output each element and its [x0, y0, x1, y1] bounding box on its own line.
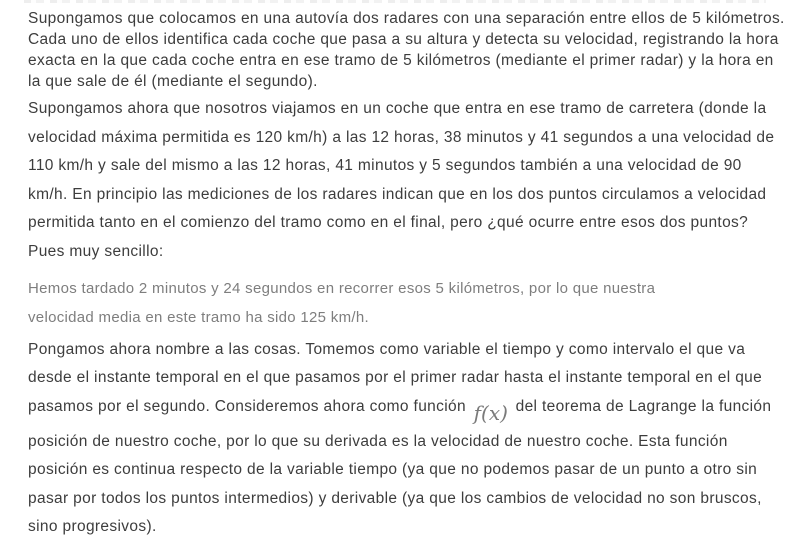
text-line: 110 km/h y sale del mismo a las 12 horas, 41 minutos y 5 segundos también a una velocidad de 90	[28, 157, 742, 175]
text-line: exacta en la que cada coche entra en ese tramo de 5 kilómetros (mediante el primer radar) y la hora en	[28, 52, 774, 69]
text-line: Supongamos que colocamos en una autovía dos radares con una separación entre ellos de 5 kilómetros.	[28, 10, 785, 27]
quote-average-speed	[28, 274, 787, 332]
text-line: Cada uno de ellos identifica cada coche que pasa a su altura y detecta su velocidad, registrando la hora	[28, 31, 779, 48]
text-line: Pongamos ahora nombre a las cosas. Tomemos como variable el tiempo y como intervalo el que va	[28, 340, 746, 358]
paragraph-lagrange-setup	[28, 336, 787, 542]
text-line: pasar por todos los puntos intermedios) y derivable (ya que los cambios de velocidad no son bruscos,	[28, 489, 762, 507]
text-line: Supongamos ahora que nosotros viajamos en un coche que entra en ese tramo de carretera (donde la	[28, 100, 767, 117]
paragraph-car-journey	[28, 95, 787, 267]
text-line: posición de nuestro coche, por lo que su derivada es la velocidad de nuestro coche. Esta función	[28, 432, 728, 450]
math-formula-fx: f(x)	[473, 400, 508, 425]
quote-line: velocidad media en este tramo ha sido 125 km/h.	[28, 308, 369, 326]
text-line: posición es continua respecto de la variable tiempo (ya que no podemos pasar de un punto a otro sin	[28, 461, 758, 479]
paragraph-intro-radars	[28, 8, 787, 92]
text-segment: del teorema de Lagrange la función	[510, 397, 772, 415]
text-line-with-formula	[28, 393, 787, 428]
text-line: km/h. En principio las mediciones de los radares indican que en los dos puntos circulamos a velocidad	[28, 185, 767, 203]
text-line: la que sale de él (mediante el segundo).	[28, 73, 318, 90]
clipped-text-remnant	[24, 0, 766, 3]
quote-line: Hemos tardado 2 minutos y 24 segundos en recorrer esos 5 kilómetros, por lo que nuestra	[28, 279, 656, 297]
text-line: permitida tanto en el comienzo del tramo como en el final, pero ¿qué ocurre entre esos dos puntos?	[28, 214, 749, 232]
text-segment: pasamos por el segundo. Consideremos ahora como función	[28, 397, 471, 415]
text-line: desde el instante temporal en el que pasamos por el primer radar hasta el instante temporal en el que	[28, 369, 763, 387]
text-line: sino progresivos).	[28, 518, 157, 536]
text-line: Pues muy sencillo:	[28, 242, 164, 260]
text-line: velocidad máxima permitida es 120 km/h) a las 12 horas, 38 minutos y 41 segundos a una velocidad de	[28, 128, 775, 146]
